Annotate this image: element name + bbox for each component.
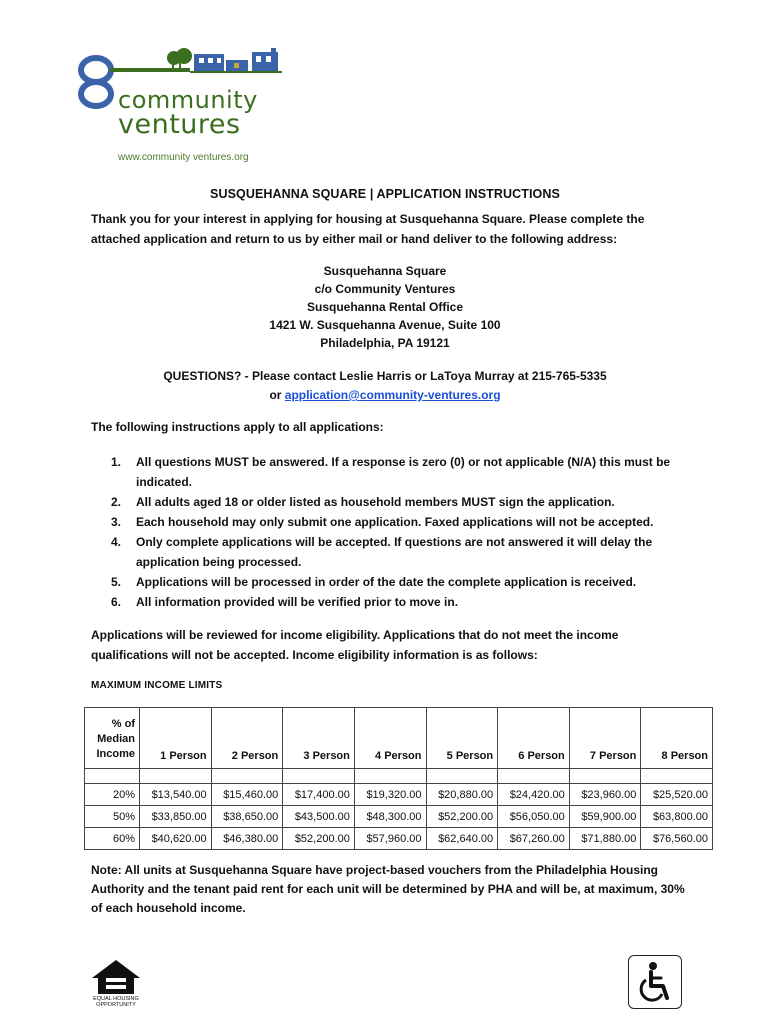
email-link[interactable]: application@community-ventures.org xyxy=(284,388,501,402)
table-row xyxy=(85,784,713,806)
column-header: 7 Person xyxy=(569,708,641,769)
column-header: 2 Person xyxy=(211,708,283,769)
instructions-list xyxy=(91,452,691,612)
table-cell: 50% xyxy=(85,806,140,828)
address-line: c/o Community Ventures xyxy=(314,282,456,296)
intro-paragraph: Thank you for your interest in applying for housing at Susquehanna Square. Please complete the attached application and return to us by either mail or hand deliver to the following address: xyxy=(91,212,645,246)
table-cell: $24,420.00 xyxy=(498,784,570,806)
table-cell: $13,540.00 xyxy=(140,784,212,806)
list-item xyxy=(91,512,691,532)
table-cell: $46,380.00 xyxy=(211,828,283,850)
list-item xyxy=(91,492,691,512)
table-cell: $63,800.00 xyxy=(641,806,713,828)
logo-url: www.community ventures.org xyxy=(118,152,249,163)
table-cell: $57,960.00 xyxy=(354,828,426,850)
table-cell: $33,850.00 xyxy=(140,806,212,828)
logo-word-ventures: ventures xyxy=(118,109,241,140)
address-line: Susquehanna Square xyxy=(323,264,447,278)
address-line: Philadelphia, PA 19121 xyxy=(320,336,450,350)
table-cell: $19,320.00 xyxy=(354,784,426,806)
list-text: Applications will be processed in order of the date the complete application is received. xyxy=(136,575,637,589)
address-line: Susquehanna Rental Office xyxy=(306,300,464,314)
table-cell: $56,050.00 xyxy=(498,806,570,828)
income-limits-table xyxy=(84,707,713,850)
table-cell: $48,300.00 xyxy=(354,806,426,828)
list-number: 6. xyxy=(111,595,122,609)
list-text: Each household may only submit one application. Faxed applications will not be accepted. xyxy=(136,515,654,529)
instructions-lead: The following instructions apply to all applications: xyxy=(91,420,384,434)
table-cell: $52,200.00 xyxy=(283,828,355,850)
income-limits-heading: MAXIMUM INCOME LIMITS xyxy=(91,680,223,691)
table-cell: $20,880.00 xyxy=(426,784,498,806)
wheelchair-accessibility-icon xyxy=(628,955,682,1009)
questions-email-line xyxy=(0,386,770,405)
list-text: Only complete applications will be accepted. If questions are not answered it will delay the application being processed. xyxy=(136,535,653,569)
table-cell: $71,880.00 xyxy=(569,828,641,850)
list-number: 1. xyxy=(111,455,122,469)
list-text: All adults aged 18 or older listed as household members MUST sign the application. xyxy=(136,495,615,509)
column-header: 8 Person xyxy=(641,708,713,769)
column-header: 4 Person xyxy=(354,708,426,769)
header-line: Income xyxy=(96,748,135,760)
list-text: All information provided will be verified prior to move in. xyxy=(136,595,459,609)
table-cell: $43,500.00 xyxy=(283,806,355,828)
table-header-row xyxy=(85,708,713,769)
table-cell: $40,620.00 xyxy=(140,828,212,850)
list-number: 4. xyxy=(111,535,122,549)
column-header: 5 Person xyxy=(426,708,498,769)
logo-wordmark xyxy=(118,88,258,138)
table-cell: 20% xyxy=(85,784,140,806)
table-cell: $17,400.00 xyxy=(283,784,355,806)
table-cell: $23,960.00 xyxy=(569,784,641,806)
table-cell: $15,460.00 xyxy=(211,784,283,806)
table-row xyxy=(85,806,713,828)
table-cell: $62,640.00 xyxy=(426,828,498,850)
address-line: 1421 W. Susquehanna Avenue, Suite 100 xyxy=(269,318,501,332)
table-spacer-row xyxy=(85,769,713,784)
list-text: All questions MUST be answered. If a response is zero (0) or not applicable (N/A) this must be indicated. xyxy=(136,455,671,489)
header-line: Median xyxy=(97,733,135,745)
voucher-note: Note: All units at Susquehanna Square have project-based vouchers from the Philadelphia Housing Authority and the tenant paid rent for each unit will be determined by PHA and will be, at maximum, 30% of each household income. xyxy=(91,863,685,915)
table-cell: $67,260.00 xyxy=(498,828,570,850)
table-cell: $52,200.00 xyxy=(426,806,498,828)
header-line: % of xyxy=(111,718,135,730)
logo-word-community: community xyxy=(118,86,258,114)
column-header: 6 Person xyxy=(498,708,570,769)
median-income-header xyxy=(85,708,140,769)
or-text: or xyxy=(269,388,285,402)
questions-text: QUESTIONS? - Please contact Leslie Harris or LaToya Murray at 215-765-5335 xyxy=(163,369,607,383)
table-cell: $25,520.00 xyxy=(641,784,713,806)
list-number: 3. xyxy=(111,515,122,529)
column-header: 3 Person xyxy=(283,708,355,769)
table-cell: $38,650.00 xyxy=(211,806,283,828)
questions-contact xyxy=(0,367,770,405)
list-number: 2. xyxy=(111,495,122,509)
document-title: SUSQUEHANNA SQUARE | APPLICATION INSTRUCTIONS xyxy=(210,187,560,201)
list-number: 5. xyxy=(111,575,122,589)
list-item xyxy=(91,592,691,612)
list-item xyxy=(91,532,691,572)
column-header: 1 Person xyxy=(140,708,212,769)
mailing-address xyxy=(0,262,770,352)
table-cell: $76,560.00 xyxy=(641,828,713,850)
list-item xyxy=(91,452,691,492)
table-cell: $59,900.00 xyxy=(569,806,641,828)
equal-housing-text: EQUAL HOUSING OPPORTUNITY xyxy=(93,996,139,1008)
table-row xyxy=(85,828,713,850)
list-item xyxy=(91,572,691,592)
eligibility-paragraph: Applications will be reviewed for income eligibility. Applications that do not meet the income qualifications will not be accepted. Income eligibility information is as follows: xyxy=(91,628,619,662)
table-cell: 60% xyxy=(85,828,140,850)
